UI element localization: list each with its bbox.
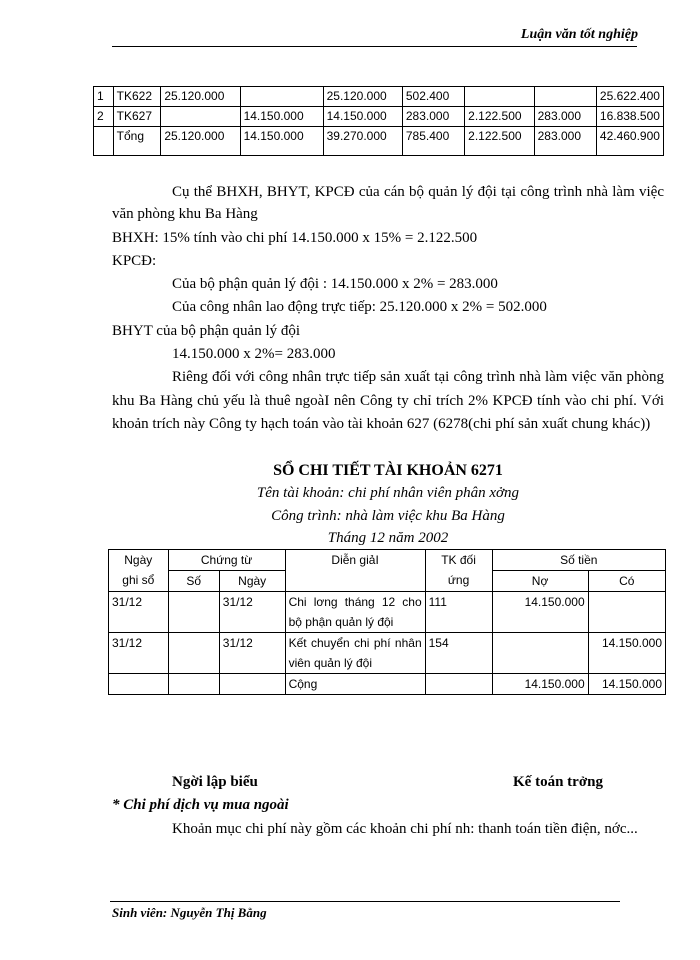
paragraph-intro: Cụ thể BHXH, BHYT, KPCĐ của cán bộ quản lý đội tại công trình nhà làm việc văn phòng khu Ba Hàng: [112, 184, 664, 222]
summary-cell: [534, 87, 596, 107]
summary-cell: [465, 87, 534, 107]
kpcd-label: KPCĐ:: [112, 253, 157, 269]
kpcd-line-2: Của công nhân lao động trực tiếp: 25.120.000 x 2% = 502.000: [172, 299, 547, 315]
paragraph-note: Riêng đối với công nhân trực tiếp sản xuất tại công trình nhà làm việc văn phòng khu Ba Hàng chủ yếu là thuê ngoàI nên Công ty chỉ trích 2% KPCĐ tính vào chi phí. Với khoản trích này Công ty hạch toán vào tài khoản 627 (6278(chi phí sản xuất chung khác)): [112, 369, 664, 432]
summary-cell: 25.120.000: [323, 87, 402, 107]
summary-row: [94, 87, 664, 107]
summary-cell: 2.122.500: [465, 107, 534, 127]
ledger-cell-desc: Kết chuyển chi phí nhân viên quản lý đội: [285, 633, 425, 674]
ledger-month: Tháng 12 năm 2002: [327, 530, 449, 546]
summary-cell: 14.150.000: [240, 107, 323, 127]
footer-student: Sinh viên: Nguyễn Thị Bằng: [112, 905, 267, 920]
ledger-row: [109, 633, 666, 674]
ledger-cell-debit: 14.150.000: [492, 592, 588, 633]
section-heading: * Chi phí dịch vụ mua ngoài: [112, 797, 289, 813]
ledger-cell-contra: 154: [425, 633, 492, 674]
summary-cell: 42.460.900: [596, 127, 663, 156]
bhxh-line: BHXH: 15% tính vào chi phí 14.150.000 x 15% = 2.122.500: [112, 230, 478, 246]
col-header-amount: Số tiền: [492, 550, 666, 571]
bhyt-calc: 14.150.000 x 2%= 283.000: [172, 346, 336, 362]
ledger-row: [109, 592, 666, 633]
summary-cell: 283.000: [402, 107, 464, 127]
summary-cell: 785.400: [402, 127, 464, 156]
col-header-voucher: Chứng từ: [168, 550, 285, 571]
ledger-cell-contra: 111: [425, 592, 492, 633]
summary-row: [94, 127, 664, 156]
ledger-account-name: Tên tài khoản: chi phí nhân viên phân xởng: [256, 485, 520, 501]
kpcd-line-1: Của bộ phận quản lý đội : 14.150.000 x 2% = 283.000: [172, 276, 498, 292]
summary-cell: Tổng: [113, 127, 161, 156]
summary-cell: 2: [94, 107, 114, 127]
total-credit: 14.150.000: [588, 674, 665, 695]
header-divider: [112, 46, 637, 47]
signature-accountant: Kế toán trởng: [513, 774, 603, 790]
footer-divider: [110, 901, 620, 902]
col-header-contra: TK đối ứng: [425, 550, 492, 592]
summary-cell: 502.400: [402, 87, 464, 107]
summary-cell: 14.150.000: [240, 127, 323, 156]
summary-cell: 25.120.000: [161, 87, 240, 107]
col-header-debit: Nợ: [492, 571, 588, 592]
summary-cell: [240, 87, 323, 107]
summary-cell: [161, 107, 240, 127]
total-debit: 14.150.000: [492, 674, 588, 695]
summary-cell: 25.622.400: [596, 87, 663, 107]
summary-cell: 2.122.500: [465, 127, 534, 156]
col-header-date: Ngày ghi sổ: [109, 550, 169, 592]
summary-cell: TK622: [113, 87, 161, 107]
summary-cell: 1: [94, 87, 114, 107]
summary-cell: 283.000: [534, 127, 596, 156]
total-label: Cộng: [285, 674, 425, 695]
header-title: Luận văn tốt nghiệp: [520, 27, 638, 42]
bhyt-label: BHYT của bộ phận quản lý đội: [112, 323, 301, 339]
summary-cell: 25.120.000: [161, 127, 240, 156]
ledger-total-row: [109, 674, 666, 695]
ledger-cell-vdate: 31/12: [219, 633, 285, 674]
summary-cell: 39.270.000: [323, 127, 402, 156]
signature-preparer: Ngời lập biểu: [172, 774, 258, 790]
col-header-voucher-date: Ngày: [219, 571, 285, 592]
summary-cell: 14.150.000: [323, 107, 402, 127]
ledger-table: [108, 549, 666, 695]
col-header-voucher-no: Số: [168, 571, 219, 592]
ledger-cell-no: [168, 633, 219, 674]
summary-cell: [94, 127, 114, 156]
ledger-cell-desc: Chi lơng tháng 12 cho bộ phận quản lý đội: [285, 592, 425, 633]
section-text: Khoản mục chi phí này gồm các khoản chi phí nh: thanh toán tiền điện, nớc...: [172, 821, 638, 837]
col-header-credit: Có: [588, 571, 665, 592]
ledger-cell-vdate: 31/12: [219, 592, 285, 633]
ledger-project: Công trình: nhà làm việc khu Ba Hàng: [271, 508, 505, 524]
summary-cell: 16.838.500: [596, 107, 663, 127]
ledger-cell-no: [168, 592, 219, 633]
summary-table: [93, 86, 664, 156]
ledger-cell-credit: 14.150.000: [588, 633, 665, 674]
ledger-cell-debit: [492, 633, 588, 674]
summary-cell: 283.000: [534, 107, 596, 127]
col-header-description: Diễn giảI: [285, 550, 425, 592]
ledger-cell-date: 31/12: [109, 592, 169, 633]
ledger-cell-date: 31/12: [109, 633, 169, 674]
ledger-cell-credit: [588, 592, 665, 633]
ledger-title: SỔ CHI TIẾT TÀI KHOẢN 6271: [273, 462, 503, 479]
summary-row: [94, 107, 664, 127]
summary-cell: TK627: [113, 107, 161, 127]
